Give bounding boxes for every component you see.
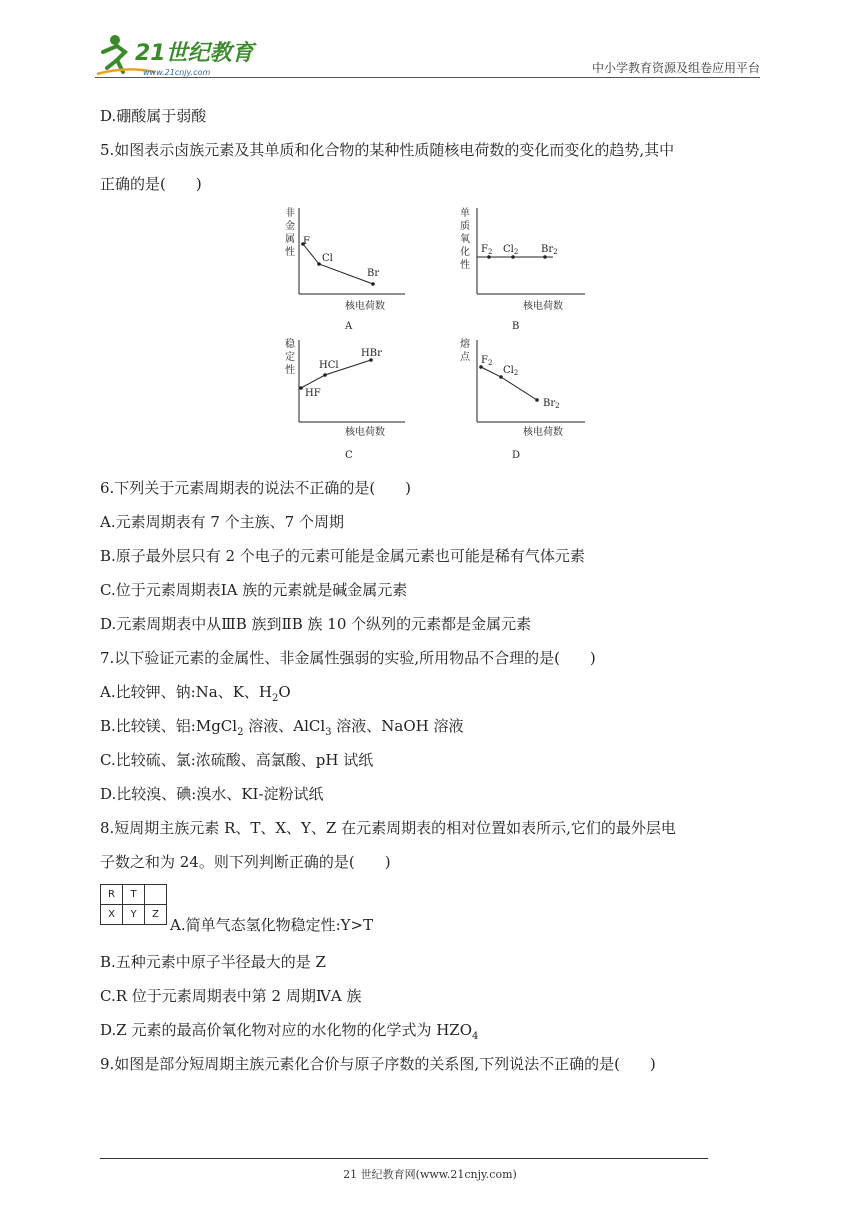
q7-option-c: C.比较硫、氯:浓硫酸、高氯酸、pH 试纸 (100, 751, 374, 769)
figure-a-trend-line (303, 244, 373, 284)
figure-d-label-cl: $Cl_2$ (503, 365, 519, 377)
table-cell: X (101, 905, 123, 925)
figure-a-point-br (371, 282, 375, 286)
svg-text:质: 质 (460, 221, 470, 232)
figure-a-caption: A (345, 321, 353, 332)
svg-text:化: 化 (460, 247, 470, 258)
q6-stem: 6.下列关于元素周期表的说法不正确的是( ) (100, 479, 412, 497)
figure-b-ylabel (460, 206, 470, 271)
figure-c-caption: C (345, 450, 353, 461)
svg-text:单: 单 (460, 208, 470, 219)
platform-name: 中小学教育资源及组卷应用平台 (591, 61, 760, 75)
figure-a-xlabel: 核电荷数 (345, 301, 385, 312)
figure-b-caption: B (512, 321, 520, 332)
q8-stem-1: 8.短周期主族元素 R、T、X、Y、Z 在元素周期表的相对位置如表所示,它们的最外层电 (100, 819, 676, 837)
q5-stem-2: 正确的是( ) (100, 175, 202, 193)
figure-b-label-cl: $Cl_2$ (503, 244, 519, 256)
figure-d-label-f: $F_2$ (481, 355, 493, 367)
table-row (101, 885, 167, 905)
figure-d-point-br (535, 398, 539, 402)
q8-option-d: D.Z 元素的最高价氧化物对应的水化物的化学式为 $HZO_4$ (100, 1021, 479, 1042)
figure-a (285, 206, 405, 332)
svg-text:非: 非 (285, 208, 295, 219)
figure-a-label-f: F (303, 236, 310, 247)
svg-text:性: 性 (460, 260, 470, 271)
table-cell: Y (123, 905, 145, 925)
figure-d-ylabel (460, 337, 471, 363)
table-cell (145, 885, 167, 905)
figure-d-caption: D (512, 450, 521, 461)
q6-option-a: A.元素周期表有 7 个主族、7 个周期 (100, 513, 344, 531)
svg-text:属: 属 (285, 234, 295, 245)
svg-text:性: 性 (285, 365, 295, 376)
figure-a-ylabel (285, 206, 295, 258)
figure-d-label-br: $Br_2$ (543, 398, 560, 410)
q6-option-c: C.位于元素周期表ⅠA 族的元素就是碱金属元素 (100, 581, 408, 599)
site-logo (95, 30, 265, 80)
q7-stem: 7.以下验证元素的金属性、非金属性强弱的实验,所用物品不合理的是( ) (100, 649, 596, 667)
logo-url: www.21cnjy.com (143, 68, 211, 77)
q8-option-c: C.R 位于元素周期表中第 2 周期ⅣA 族 (100, 987, 362, 1005)
q8-stem-2: 子数之和为 24。则下列判断正确的是( ) (100, 853, 391, 871)
figure-c-xlabel: 核电荷数 (345, 427, 385, 438)
svg-text:氧: 氧 (460, 234, 470, 245)
table-cell: Z (145, 905, 167, 925)
svg-text:点: 点 (460, 352, 470, 363)
figure-c-ylabel (285, 337, 296, 376)
svg-text:金: 金 (285, 221, 295, 232)
footer-divider (100, 1158, 708, 1159)
header-divider (95, 77, 760, 78)
table-cell: T (123, 885, 145, 905)
figure-b-xlabel: 核电荷数 (523, 301, 563, 312)
table-row (101, 905, 167, 925)
figure-c-point-hf (299, 386, 303, 390)
figure-c-label-hcl: HCl (319, 360, 339, 371)
figure-c-label-hf: HF (305, 388, 321, 399)
logo-text: 21世纪教育 (135, 41, 254, 66)
figure-a-label-cl: Cl (322, 253, 333, 264)
q4-option-d: D.硼酸属于弱酸 (100, 107, 207, 125)
figure-c-label-hbr: HBr (361, 348, 382, 359)
q6-option-d: D.元素周期表中从ⅢB 族到ⅡB 族 10 个纵列的元素都是金属元素 (100, 615, 532, 633)
svg-text:定: 定 (285, 352, 295, 363)
q5-stem-1: 5.如图表示卤族元素及其单质和化合物的某种性质随核电荷数的变化而变化的趋势,其中 (100, 141, 675, 159)
figure-a-point-cl (317, 262, 321, 266)
figure-b-label-f: $F_2$ (481, 244, 493, 256)
q6-option-b: B.原子最外层只有 2 个电子的元素可能是金属元素也可能是稀有气体元素 (100, 547, 585, 565)
page-footer: 21 世纪教育网(www.21cnjy.com) (343, 1168, 517, 1181)
page-header (95, 30, 760, 80)
q7-option-a: A.比较钾、钠:Na、K、$H_2O$ (100, 683, 291, 704)
figure-c (285, 337, 405, 461)
figure-b-label-br: $Br_2$ (541, 244, 558, 256)
svg-text:性: 性 (285, 247, 295, 258)
figure-c-point-hcl (323, 373, 327, 377)
q8-option-a: A.简单气态氢化物稳定性:Y>T (170, 916, 374, 934)
q7-option-d: D.比较溴、碘:溴水、KI-淀粉试纸 (100, 785, 324, 803)
figure-d (460, 337, 585, 461)
svg-text:熔: 熔 (460, 339, 470, 350)
figure-b-point-br (543, 255, 547, 259)
figure-d-xlabel: 核电荷数 (523, 427, 563, 438)
figure-b (460, 206, 585, 332)
q8-option-b: B.五种元素中原子半径最大的是 Z (100, 953, 326, 971)
table-cell: R (101, 885, 123, 905)
halogen-figures (275, 200, 605, 465)
svg-text:稳: 稳 (285, 339, 295, 350)
q9-stem: 9.如图是部分短周期主族元素化合价与原子序数的关系图,下列说法不正确的是( ) (100, 1055, 656, 1073)
q7-option-b: B.比较镁、铝:MgCl$_2$ 溶液、AlCl$_3$ 溶液、NaOH 溶液 (100, 717, 464, 738)
periodic-position-table (100, 884, 167, 925)
figure-a-label-br: Br (367, 268, 380, 279)
